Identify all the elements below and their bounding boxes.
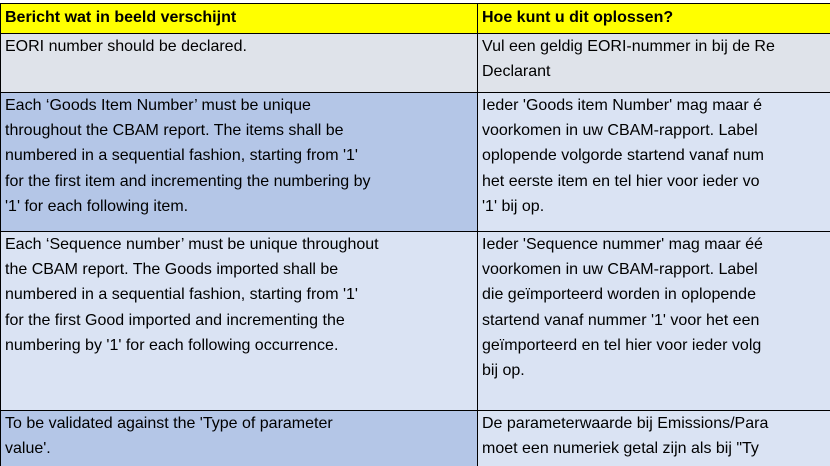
- cell-text-line: throughout the CBAM report. The items shall be: [5, 122, 344, 140]
- header-cell-solution[interactable]: [478, 4, 830, 33]
- header-label-message: Bericht wat in beeld verschijnt: [5, 9, 237, 26]
- cell-text-line: numbering by '1' for each following occurrence.: [5, 336, 339, 354]
- cell-text-line: bij op.: [482, 361, 525, 379]
- cell-text-line: moet een numeriek getal zijn als bij "Ty: [482, 440, 759, 458]
- message-cell[interactable]: [0, 34, 478, 92]
- cell-text-line: geïmporteerd en tel hier voor ieder volg: [482, 336, 762, 354]
- solution-cell[interactable]: [478, 93, 830, 231]
- cell-text-line: startend vanaf nummer '1' voor het een: [482, 311, 760, 329]
- cell-text-line: oplopende volgorde startend vanaf num: [482, 147, 764, 165]
- header-cell-message[interactable]: [0, 4, 478, 33]
- table-row: [0, 92, 830, 231]
- header-label-solution: Hoe kunt u dit oplossen?: [482, 9, 674, 26]
- header-row: [0, 3, 830, 33]
- cell-text-line: numbered in a sequential fashion, starting from '1': [5, 147, 358, 165]
- message-cell[interactable]: [0, 93, 478, 231]
- cell-text-line: Each ‘Sequence number’ must be unique throughout: [5, 236, 379, 253]
- cell-text-line: Ieder 'Sequence nummer' mag maar éé: [482, 236, 763, 253]
- cell-text-line: voorkomen in uw CBAM-rapport. Label: [482, 261, 758, 279]
- cell-text-line: het eerste item en tel hier voor ieder vo: [482, 172, 760, 190]
- solution-cell[interactable]: [478, 34, 830, 92]
- cell-text-line: die geïmporteerd worden in oplopende: [482, 286, 756, 304]
- message-cell[interactable]: [0, 232, 478, 410]
- cell-text-line: Each ‘Goods Item Number’ must be unique: [5, 97, 311, 114]
- cell-text-line: Declarant: [482, 63, 551, 81]
- cell-text-line: '1' for each following item.: [5, 197, 189, 215]
- cell-text-line: the CBAM report. The Goods imported shall be: [5, 261, 339, 279]
- table-row: [0, 33, 830, 92]
- cell-text-line: voorkomen in uw CBAM-rapport. Label: [482, 122, 758, 140]
- cell-text-line: numbered in a sequential fashion, starting from '1': [5, 286, 358, 304]
- cell-text-line: Ieder 'Goods item Number' mag maar é: [482, 97, 762, 114]
- cell-text-line: De parameterwaarde bij Emissions/Para: [482, 415, 769, 432]
- cell-text-line: EORI number should be declared.: [5, 38, 247, 55]
- solution-cell[interactable]: [478, 411, 830, 466]
- table-row: [0, 231, 830, 410]
- cell-text-line: value'.: [5, 440, 51, 458]
- cell-text-line: Vul een geldig EORI-nummer in bij de Re: [482, 38, 775, 55]
- cell-text-line: To be validated against the 'Type of parameter: [5, 415, 333, 432]
- solution-cell[interactable]: [478, 232, 830, 410]
- cell-text-line: for the first Good imported and incrementing the: [5, 311, 345, 329]
- cell-text-line: for the first item and incrementing the numbering by: [5, 172, 371, 190]
- message-cell[interactable]: [0, 411, 478, 466]
- table-row: [0, 410, 830, 466]
- cell-text-line: '1' bij op.: [482, 197, 545, 215]
